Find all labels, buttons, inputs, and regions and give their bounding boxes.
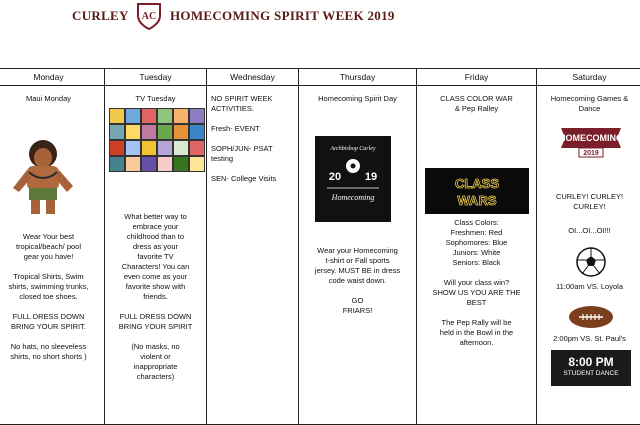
friday-cell <box>417 86 537 425</box>
monday-line <box>0 262 104 272</box>
tuesday-line <box>105 302 206 312</box>
wednesday-line: SOPH/JUN- PSAT <box>211 144 298 154</box>
wednesday-line: SEN- College Visits <box>211 174 298 184</box>
saturday-game-2: 2:00pm VS. St. Paul's <box>537 334 640 344</box>
tuesday-line: FULL DRESS DOWN <box>105 312 206 322</box>
shirt-bottom-text: Homecoming <box>331 193 375 202</box>
shirt-top-text: Archbishop Curley <box>329 146 376 152</box>
tuesday-line: (No masks, no <box>105 342 206 352</box>
dance-label: STUDENT DANCE <box>551 369 631 378</box>
day-header-tuesday: Tuesday <box>105 69 207 86</box>
thursday-line: t-shirt or Fall sports <box>299 256 416 266</box>
monday-line <box>0 332 104 342</box>
monday-line: gear you have! <box>0 252 104 262</box>
day-header-thursday: Thursday <box>299 69 417 86</box>
badge-year: 2019 <box>583 150 599 157</box>
monday-line: Tropical Shirts, Swim <box>0 272 104 282</box>
day-header-friday: Friday <box>417 69 537 86</box>
tuesday-line: even come as your <box>105 272 206 282</box>
friday-line: Sophomores: Blue <box>417 238 536 248</box>
badge-text: HOMECOMING <box>559 133 623 143</box>
wednesday-line <box>211 134 298 144</box>
page-title: HOMECOMING SPIRIT WEEK 2019 <box>170 8 395 24</box>
dance-time: 8:00 PM <box>551 355 631 369</box>
homecoming-2019-badge-image <box>557 120 625 158</box>
tuesday-line: What better way to <box>105 212 206 222</box>
wednesday-line: ACTIVITIES. <box>211 104 298 114</box>
monday-line: Wear Your best <box>0 232 104 242</box>
tuesday-line: characters) <box>105 372 206 382</box>
friday-line: SHOW US YOU ARE THE <box>417 288 536 298</box>
monday-line: BRING YOUR SPIRIT. <box>0 322 104 332</box>
tuesday-line: embrace your <box>105 222 206 232</box>
tuesday-cell <box>105 86 207 425</box>
monday-cell <box>0 86 105 425</box>
tuesday-line: dress as your <box>105 242 206 252</box>
class-wars-logo-image <box>425 168 529 214</box>
crest-letters: AC <box>142 11 156 22</box>
friday-line: Juniors: White <box>417 248 536 258</box>
wednesday-cell <box>207 86 299 425</box>
monday-line: shirts, swimming trunks, <box>0 282 104 292</box>
monday-line: closed toe shoes. <box>0 292 104 302</box>
wednesday-line: Fresh- EVENT <box>211 124 298 134</box>
friday-line: Class Colors: <box>417 218 536 228</box>
tuesday-line: childhood than to <box>105 232 206 242</box>
thursday-line: Wear your Homecoming <box>299 246 416 256</box>
school-crest-icon <box>136 2 162 30</box>
student-dance-banner <box>551 350 631 386</box>
day-header-wednesday: Wednesday <box>207 69 299 86</box>
thursday-line: jersey. MUST BE in dress <box>299 266 416 276</box>
monday-theme: Maui Monday <box>0 94 104 104</box>
monday-line: tropical/beach/ pool <box>0 242 104 252</box>
day-header-row <box>0 69 640 86</box>
monday-line: shirts, no short shorts ) <box>0 352 104 362</box>
day-content-row <box>0 86 640 425</box>
saturday-chant: OI...OI...OI!!! <box>537 226 640 236</box>
friday-line: Seniors: Black <box>417 258 536 268</box>
soccer-ball-icon <box>575 246 607 278</box>
thursday-line: code waist down. <box>299 276 416 286</box>
friday-line: Freshmen: Red <box>417 228 536 238</box>
friday-line: The Pep Rally will be <box>417 318 536 328</box>
friday-line: afternoon. <box>417 338 536 348</box>
tv-characters-collage-image <box>109 108 205 172</box>
spirit-week-calendar <box>0 68 640 425</box>
saturday-theme: Homecoming Games & <box>537 94 640 104</box>
page-header <box>0 0 640 34</box>
friday-line <box>417 268 536 278</box>
tuesday-line: favorite show with <box>105 282 206 292</box>
monday-line <box>0 302 104 312</box>
friday-line <box>417 308 536 318</box>
saturday-cheer-line: CURLEY! <box>537 202 640 212</box>
football-icon <box>567 304 615 330</box>
wednesday-line <box>211 164 298 174</box>
tuesday-line: BRING YOUR SPIRIT <box>105 322 206 332</box>
monday-line: No hats, no sleeveless <box>0 342 104 352</box>
tuesday-line <box>105 332 206 342</box>
tuesday-line: friends. <box>105 292 206 302</box>
friday-line: held in the Bowl in the <box>417 328 536 338</box>
thursday-line: FRIARS! <box>299 306 416 316</box>
shirt-left-text: 20 <box>329 171 341 183</box>
thursday-cell <box>299 86 417 425</box>
shirt-right-text: 19 <box>365 171 377 183</box>
tuesday-line: inappropriate <box>105 362 206 372</box>
friday-line: Will your class win? <box>417 278 536 288</box>
saturday-theme-2: Dance <box>537 104 640 114</box>
thursday-line <box>299 286 416 296</box>
maui-character-image <box>7 132 79 216</box>
saturday-cheer-line: CURLEY! CURLEY! <box>537 192 640 202</box>
day-header-monday: Monday <box>0 69 105 86</box>
school-name: CURLEY <box>72 8 129 24</box>
friday-theme: CLASS COLOR WAR <box>417 94 536 104</box>
tuesday-line: favorite TV <box>105 252 206 262</box>
day-header-saturday: Saturday <box>537 69 640 86</box>
wednesday-line: testing <box>211 154 298 164</box>
wednesday-line: NO SPIRIT WEEK <box>211 94 298 104</box>
monday-line: FULL DRESS DOWN <box>0 312 104 322</box>
wednesday-line <box>211 114 298 124</box>
tuesday-theme: TV Tuesday <box>105 94 206 104</box>
saturday-game-1: 11:00am VS. Loyola <box>537 282 640 292</box>
friday-line: BEST <box>417 298 536 308</box>
saturday-cell <box>537 86 640 425</box>
logo-line-2: WARS <box>458 193 497 208</box>
homecoming-shirt-image <box>315 136 391 222</box>
tuesday-line: Characters! You can <box>105 262 206 272</box>
thursday-theme: Homecoming Spirit Day <box>299 94 416 104</box>
tuesday-line: violent or <box>105 352 206 362</box>
friday-theme-2: & Pep Ralley <box>417 104 536 114</box>
logo-line-1: CLASS <box>455 176 499 191</box>
thursday-line: GO <box>299 296 416 306</box>
